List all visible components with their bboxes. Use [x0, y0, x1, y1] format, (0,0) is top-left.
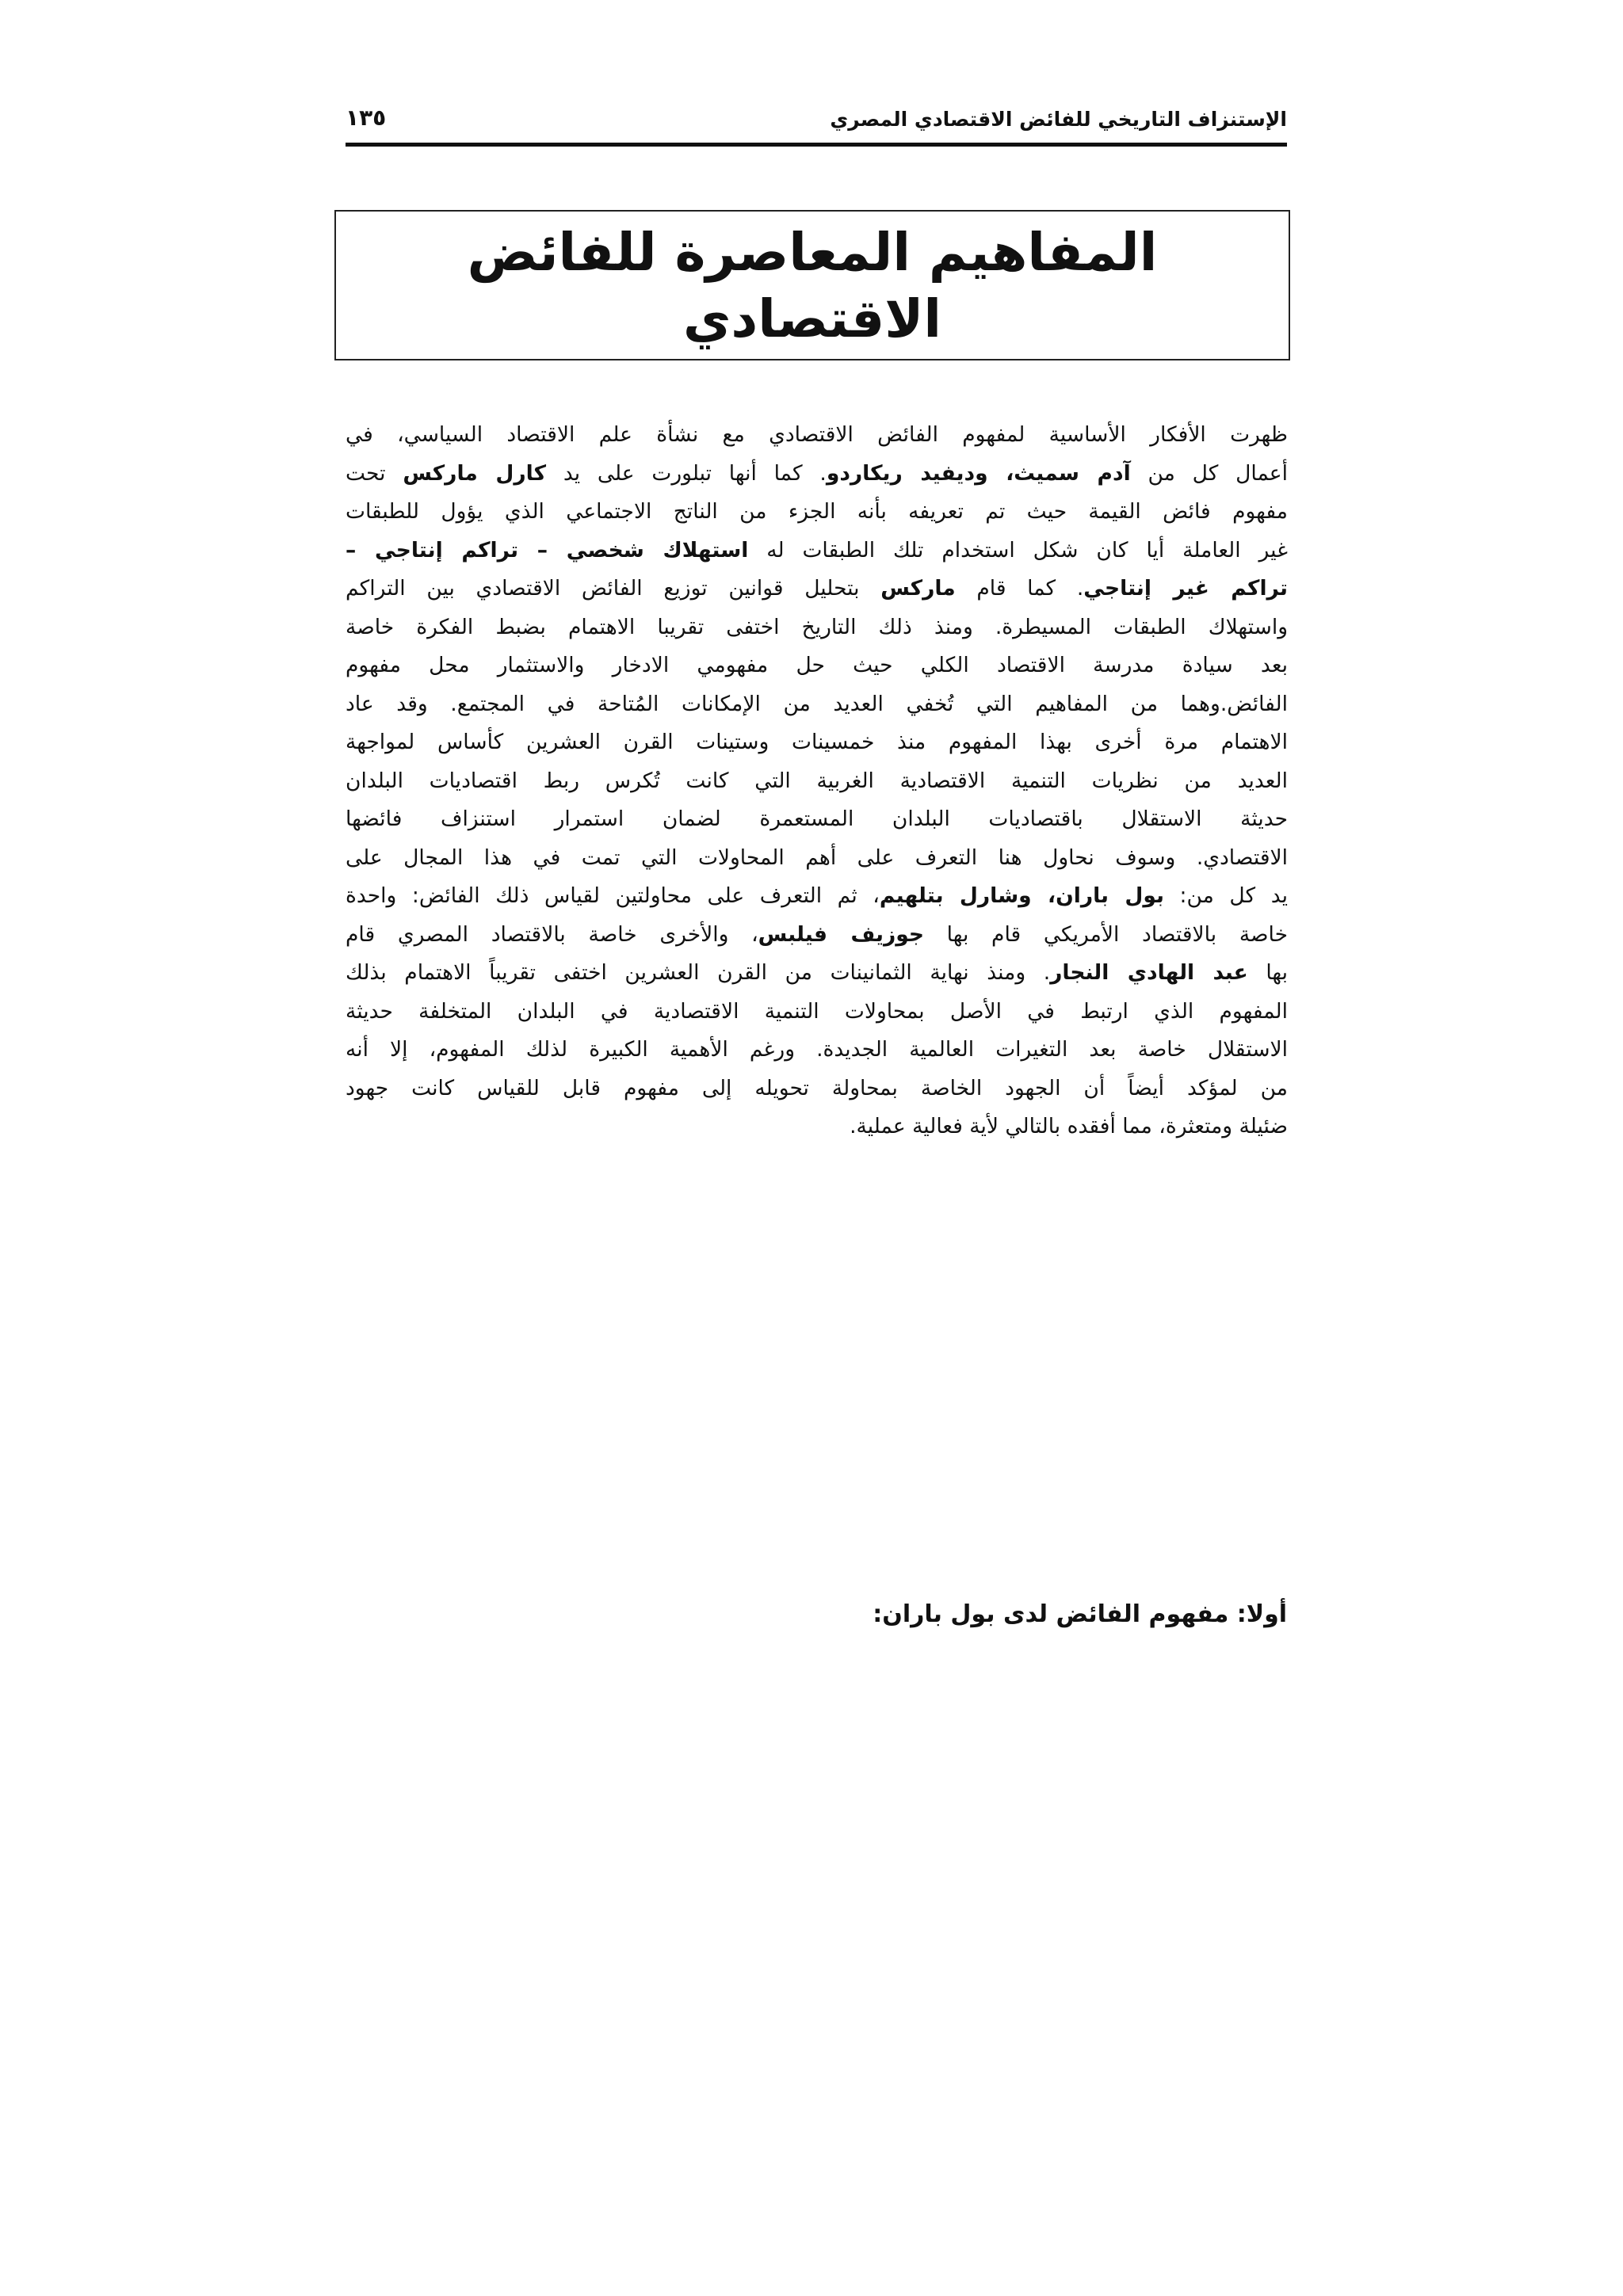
- text-run: غير العاملة أيا كان شكل استخدام تلك الطبقات له: [748, 537, 1288, 563]
- bold-name-run: آدم سميث، وديفيد ريكاردو: [826, 460, 1131, 486]
- paragraph-line: [346, 723, 1288, 762]
- text-run: ، والأخرى خاصة بالاقتصاد المصري قام: [346, 921, 758, 947]
- paragraph-line: [346, 416, 1288, 455]
- text-run: خاصة بالاقتصاد الأمريكي قام بها: [923, 921, 1288, 947]
- page-number: ١٣٥: [346, 105, 387, 131]
- running-header: [346, 101, 1287, 147]
- paragraph-line: [346, 1031, 1288, 1070]
- chapter-title-line-1: المفاهيم المعاصرة للفائض: [467, 222, 1158, 283]
- chapter-title-line-2: الاقتصادي: [682, 288, 942, 349]
- paragraph-line: [346, 532, 1288, 570]
- paragraph-line: [346, 1070, 1288, 1108]
- chapter-title-box: [334, 210, 1290, 360]
- text-run: مفهوم فائض القيمة حيث تم تعريفه بأنه الجزء من الناتج الاجتماعي الذي يؤول للطبقات: [346, 499, 1288, 524]
- text-run: الفائض.وهما من المفاهيم التي تُخفي العديد من الإمكانات المُتاحة في المجتمع. وقد عاد: [346, 691, 1288, 716]
- text-run: الاقتصادي. وسوف نحاول هنا التعرف على أهم المحاولات التي تمت في هذا المجال على: [346, 845, 1288, 870]
- bold-name-run: ماركس: [880, 576, 956, 601]
- paragraph-line: [346, 839, 1288, 878]
- section-heading: أولا: مفهوم الفائض لدى بول باران:: [873, 1600, 1287, 1628]
- bold-name-run: جوزيف فيلبس: [758, 921, 924, 947]
- text-run: ظهرت الأفكار الأساسية لمفهوم الفائض الاقتصادي مع نشأة علم الاقتصاد السياسي، في: [346, 422, 1288, 447]
- paragraph-line: [346, 493, 1288, 532]
- text-run: واستهلاك الطبقات المسيطرة. ومنذ ذلك التاريخ اختفى تقريبا الاهتمام بضبط الفكرة خاصة: [346, 614, 1288, 639]
- text-run: العديد من نظريات التنمية الاقتصادية الغربية التي كانت تُكرس ربط اقتصاديات البلدان: [346, 768, 1288, 793]
- paragraph-line: [346, 877, 1288, 916]
- paragraph-line: [346, 800, 1288, 839]
- text-run: الاستقلال خاصة بعد التغيرات العالمية الجديدة. ورغم الأهمية الكبيرة لذلك المفهوم، إلا أنه: [346, 1037, 1288, 1062]
- paragraph-line: [346, 685, 1288, 724]
- paragraph-line: [346, 608, 1288, 647]
- paragraph-line: [346, 1108, 1288, 1146]
- text-run: يد كل من:: [1163, 883, 1288, 908]
- bold-name-run: عبد الهادي النجار: [1050, 960, 1248, 985]
- paragraph-line: [346, 570, 1288, 608]
- text-run: المفهوم الذي ارتبط في الأصل بمحاولات التنمية الاقتصادية في البلدان المتخلفة حديثة: [346, 998, 1288, 1024]
- text-run: تحت: [346, 460, 403, 486]
- bold-name-run: كارل ماركس: [403, 460, 547, 486]
- paragraph-line: [346, 455, 1288, 494]
- bold-name-run: استهلاك شخصي – تراكم إنتاجي –: [346, 537, 749, 563]
- bold-name-run: تراكم غير إنتاجي: [1083, 576, 1288, 601]
- text-run: الاهتمام مرة أخرى بهذا المفهوم منذ خمسينات وستينات القرن العشرين كأساس لمواجهة: [346, 730, 1288, 754]
- text-run: بعد سيادة مدرسة الاقتصاد الكلي حيث حل مفهومي الادخار والاستثمار محل مفهوم: [346, 653, 1288, 677]
- text-run: . ومنذ نهاية الثمانينات من القرن العشرين اختفى تقريباً الاهتمام بذلك: [346, 960, 1051, 985]
- text-run: حديثة الاستقلال باقتصاديات البلدان المستعمرة لضمان استمرار استنزاف فائضها: [346, 807, 1288, 831]
- paragraph-line: [346, 993, 1288, 1032]
- text-run: . كما أنها تبلورت على يد: [546, 460, 827, 486]
- text-run: من لمؤكد أيضاً أن الجهود الخاصة بمحاولة تحويله إلى مفهوم قابل للقياس كانت جهود: [346, 1075, 1288, 1100]
- body-paragraph: [346, 416, 1288, 1146]
- text-run: . كما قام: [955, 576, 1084, 601]
- text-run: أعمال كل من: [1130, 460, 1288, 486]
- text-run: بتحليل قوانين توزيع الفائض الاقتصادي بين التراكم: [346, 576, 881, 601]
- paragraph-line: [346, 954, 1288, 993]
- paragraph-line: [346, 916, 1288, 955]
- paragraph-line: [346, 646, 1288, 685]
- text-run: ضئيلة ومتعثرة، مما أفقده بالتالي لأية فعالية عملية.: [850, 1114, 1288, 1138]
- running-title: الإستنزاف التاريخي للفائض الاقتصادي المصري: [830, 108, 1287, 131]
- paragraph-line: [346, 762, 1288, 801]
- text-run: ، ثم التعرف على محاولتين لقياس ذلك الفائض: واحدة: [346, 883, 880, 908]
- bold-name-run: بول باران، وشارل بتلهيم: [879, 883, 1164, 908]
- text-run: بها: [1247, 960, 1288, 985]
